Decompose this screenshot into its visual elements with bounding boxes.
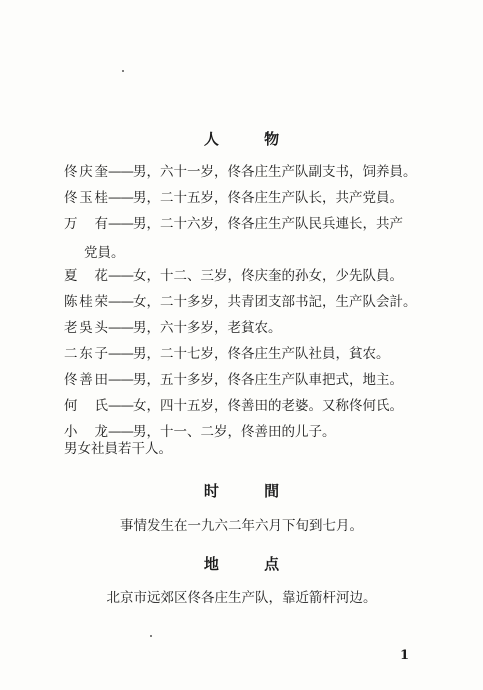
character-description: 男，二十七岁，佟各庄生产队社員，貧农。 (133, 346, 390, 362)
extra-people-line: 男女社員若干人。 (64, 441, 172, 457)
character-row (64, 293, 424, 311)
character-description-continued: 党員。 (84, 245, 125, 261)
time-text: 事情发生在一九六二年六月下旬到七月。 (120, 518, 363, 534)
character-row (64, 163, 424, 181)
section-heading-people: 人 物 (203, 130, 300, 148)
character-name: 佟玉桂 (64, 190, 108, 206)
name-dash: —— (108, 216, 133, 232)
character-description: 男，十一、二岁，佟善田的儿子。 (133, 424, 336, 440)
character-description: 女，四十五岁，佟善田的老婆。又称佟何氏。 (133, 398, 403, 414)
character-row (64, 345, 424, 363)
character-description: 女，二十多岁，共青团支部书記，生产队会計。 (133, 294, 417, 310)
speck (150, 635, 152, 637)
character-description: 男，二十五岁，佟各庄生产队长，共产党員。 (133, 190, 403, 206)
character-name: 万 有 (64, 216, 108, 232)
character-description: 男，二十六岁，佟各庄生产队民兵連长，共产 (133, 216, 403, 232)
character-name: 夏 花 (64, 268, 108, 284)
place-text: 北京市远郊区佟各庄生产队，靠近箭杆河边。 (106, 590, 377, 606)
character-row (64, 267, 424, 285)
character-name: 何 氏 (64, 398, 108, 414)
character-description: 男，六十多岁，老貧农。 (133, 320, 282, 336)
section-heading-place: 地 点 (203, 555, 300, 573)
character-row (64, 371, 424, 389)
character-description: 女，十二、三岁，佟庆奎的孙女，少先队員。 (133, 268, 403, 284)
character-row (64, 319, 424, 337)
character-name: 陈桂荣 (64, 294, 108, 310)
character-row (64, 189, 424, 207)
character-row (64, 397, 424, 415)
name-dash: —— (108, 372, 133, 388)
character-name: 佟善田 (64, 372, 108, 388)
name-dash: —— (108, 346, 133, 362)
name-dash: —— (108, 164, 133, 180)
speck (122, 70, 124, 72)
character-description: 男，五十多岁，佟各庄生产队車把式，地主。 (133, 372, 403, 388)
name-dash: —— (108, 268, 133, 284)
name-dash: —— (108, 320, 133, 336)
character-name: 二东子 (64, 346, 108, 362)
page-number: 1 (400, 648, 410, 663)
section-heading-time: 时 間 (203, 482, 300, 500)
character-name: 小 龙 (64, 424, 108, 440)
name-dash: —— (108, 294, 133, 310)
character-name: 老吳头 (64, 320, 108, 336)
name-dash: —— (108, 190, 133, 206)
character-description: 男，六十一岁，佟各庄生产队副支书，饲养員。 (133, 164, 417, 180)
name-dash: —— (108, 424, 133, 440)
character-row (64, 423, 424, 441)
character-name: 佟庆奎 (64, 164, 108, 180)
name-dash: —— (108, 398, 133, 414)
character-row (64, 215, 424, 233)
